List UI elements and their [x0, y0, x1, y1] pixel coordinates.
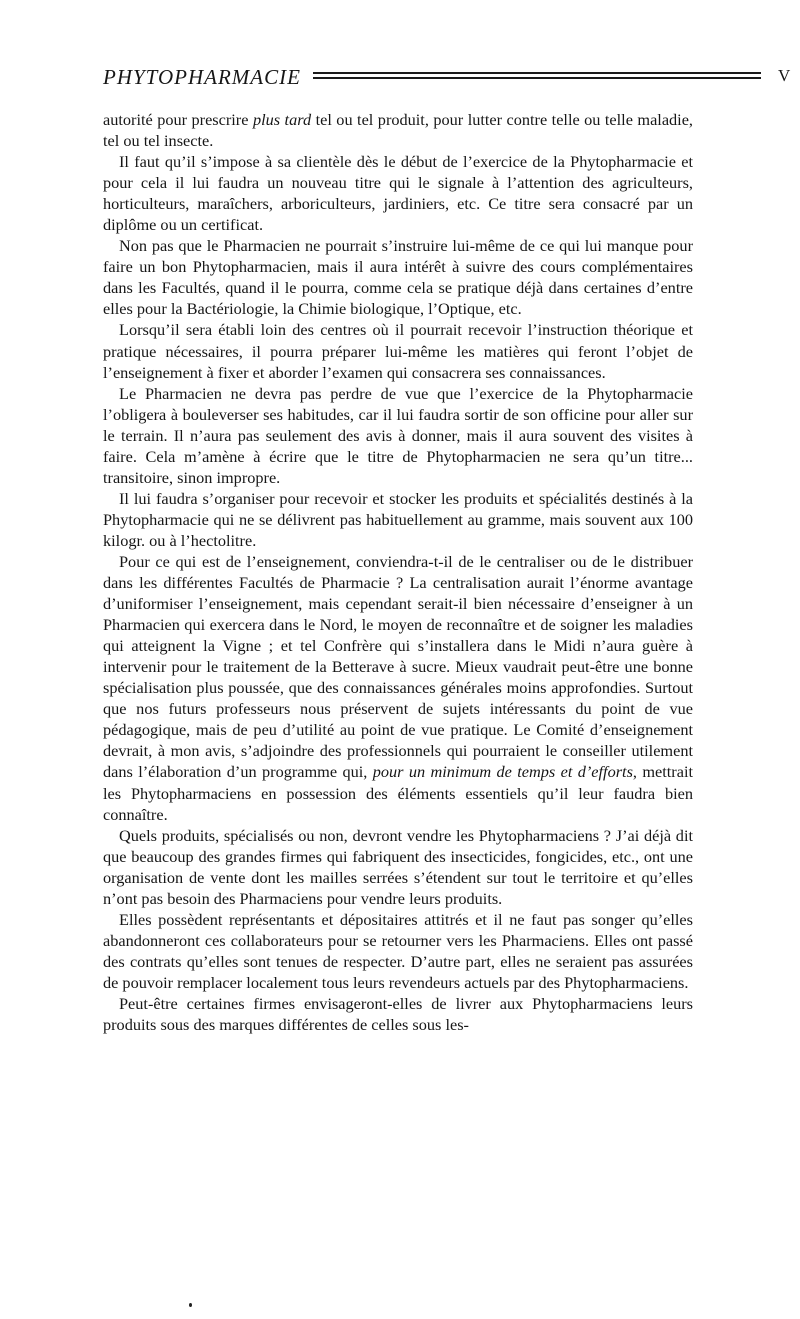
text-run: Elles possèdent représentants et dépositaires attitrés et il ne faut pas songer qu’elles abandonneront ces collaborateurs pour se retourner vers les Pharmaciens. Elles ont passé des contrats qu’elles sont tenues de respecter. D’autre part, elles ne seraient pas assurées de pouvoir remplacer localement tous leurs revendeurs actuels par des Phytopharmaciens.	[103, 909, 693, 992]
running-header	[103, 62, 791, 92]
print-speck	[189, 1303, 192, 1307]
page-number: V	[778, 66, 791, 85]
text-run: tel ou tel produit, pour lutter contre telle ou telle maladie, tel ou tel insecte.	[103, 110, 694, 151]
paragraph	[103, 383, 693, 488]
text-run: Quels produits, spécialisés ou non, devront vendre les Phytopharmaciens ? J’ai déjà dit que beaucoup des grandes firmes qui fabriquent des insecticides, fongicides, etc., ont une organisation de vente dont les mailles serrées s’étendent sur tout le territoire et qu’elles n’ont pas besoin des Pharmaciens pour vendre leurs produits.	[103, 825, 693, 908]
paragraph	[103, 993, 693, 1035]
text-run: Peut-être certaines firmes envisageront-elles de livrer aux Phytopharmaciens leurs produits sous des marques différentes de celles sous les-	[103, 993, 693, 1035]
text-run: , mettrait les Phytopharmaciens en possession des éléments essentiels qu’il leur faudra bien connaître.	[103, 762, 693, 824]
emphasized-text: pour un minimum de temps et d’efforts	[372, 762, 633, 782]
running-title: PHYTOPHARMACIE	[103, 65, 301, 89]
paragraph	[103, 825, 693, 909]
text-run: Le Pharmacien ne devra pas perdre de vue que l’exercice de la Phytopharmacie l’obligera à bouleverser ses habitudes, car il lui faudra sortir de son officine pour aller sur le terrain. Il n’aura pas seulement des avis à donner, mais il aura souvent des visites à faire. Cela m’amène à écrire que le titre de Phytopharmacien ne sera qu’un titre... transitoire, sinon impropre.	[103, 383, 693, 487]
header-double-rule	[313, 72, 761, 79]
text-run: Il lui faudra s’organiser pour recevoir et stocker les produits et spécialités destinés à la Phytopharmacie qui ne se délivrent pas habituellement au gramme, mais souvent aux 100 kilogr. ou à l’hectolitre.	[103, 488, 693, 550]
paragraph	[103, 109, 693, 151]
paragraph	[103, 235, 693, 319]
text-run: Non pas que le Pharmacien ne pourrait s’instruire lui-même de ce qui lui manque pour faire un bon Phytopharmacien, mais il aura intérêt à suivre des cours complémentaires dans les Facultés, quand il le pourra, comme cela se pratique déjà dans certaines d’entre elles pour la Bactériologie, la Chimie biologique, l’Optique, etc.	[103, 236, 693, 319]
paragraph	[103, 909, 693, 993]
text-run: Pour ce qui est de l’enseignement, conviendra-t-il de le centraliser ou de le distribuer dans les différentes Facultés de Pharmacie ? La centralisation aurait l’énorme avantage d’uniformiser l’enseignement, mais cependant serait-il bien nécessaire d’enseigner à un Pharmacien qui exercera dans le Nord, le moyen de reconnaître et de soigner les maladies qui atteignent la Vigne ; et tel Confrère qui s’installera dans le Midi n’aura guère à intervenir pour le traitement de la Betterave à sucre. Mieux vaudrait peut-être une bonne spécialisation plus poussée, que des connaissances générales moins approfondies. Surtout que nos futurs professeurs nous préservent de sujets intéressants du point de vue pédagogique, mais de peu d’utilité au point de vue pratique. Le Comité d’enseignement devrait, à mon avis, s’adjoindre des professionnels qui pourraient le conseiller utilement dans l’élaboration d’un programme qui,	[103, 551, 693, 782]
paragraph	[103, 488, 693, 551]
paragraph	[103, 319, 693, 382]
paragraph	[103, 151, 693, 235]
paragraph	[103, 551, 693, 825]
body-text	[103, 109, 693, 1035]
text-run: Lorsqu’il sera établi loin des centres où il pourrait recevoir l’instruction théorique et pratique nécessaires, il pourra préparer lui-même les matières qui feront l’objet de l’enseignement à fixer et aborder l’examen qui consacrera ses connaissances.	[103, 320, 693, 382]
emphasized-text: plus tard	[252, 110, 312, 129]
text-run: Il faut qu’il s’impose à sa clientèle dès le début de l’exercice de la Phytopharmacie et pour cela il lui faudra un nouveau titre qui le signale à l’attention des agriculteurs, horticulteurs, maraîchers, arboriculteurs, jardiniers, etc. Ce titre sera consacré par un diplôme ou un certificat.	[103, 152, 693, 235]
text-run: autorité pour prescrire	[103, 110, 253, 129]
